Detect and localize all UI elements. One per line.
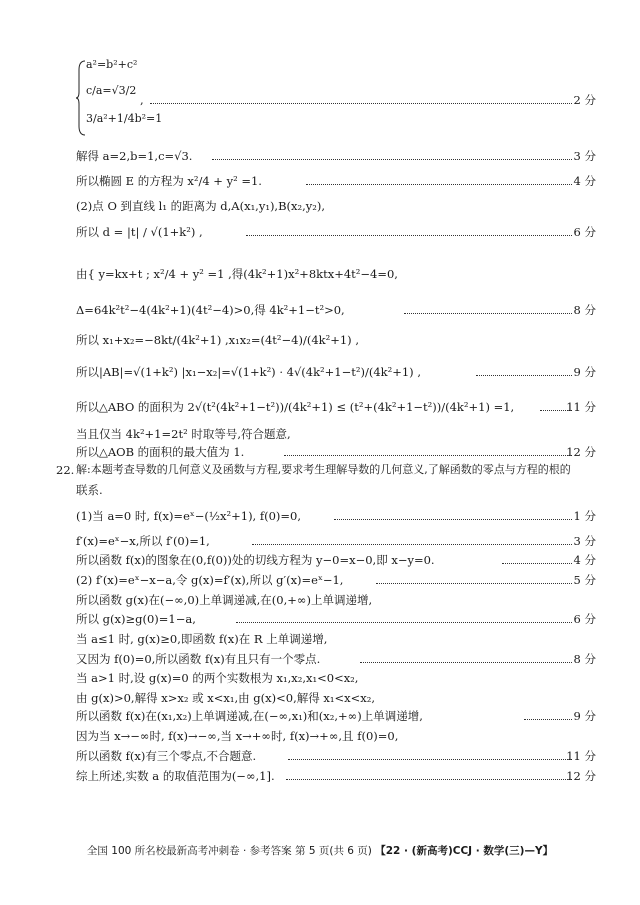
solution-line: 当且仅当 4k²+1=2t² 时取等号,符合题意, xyxy=(76,427,291,441)
score-label: 11 分 xyxy=(566,400,596,414)
solution-line: 所以 d = |t| / √(1+k²) , 6 分 xyxy=(76,222,596,242)
solution-line: 当 a≤1 时, g(x)≥0,即函数 f(x)在 R 上单调递增, xyxy=(76,632,328,646)
question-number: 22. xyxy=(56,463,75,477)
page-footer xyxy=(0,843,640,858)
score-label: 11 分 xyxy=(566,749,596,763)
solution-line: 所以 x₁+x₂=−8kt/(4k²+1) ,x₁x₂=(4t²−4)/(4k²+1) , xyxy=(76,333,359,347)
score-label: 8 分 xyxy=(573,303,596,317)
dot-leader xyxy=(150,103,572,104)
dot-leader xyxy=(404,313,572,314)
score-label: 9 分 xyxy=(573,365,596,379)
solution-line: 所以函数 f(x)的图象在(0,f(0))处的切线方程为 y−0=x−0,即 x−y=0. 4 分 xyxy=(76,550,596,570)
dot-leader xyxy=(286,779,572,780)
dot-leader xyxy=(502,563,572,564)
solution-line: 由{ y=kx+t ; x²/4 + y² =1 ,得(4k²+1)x²+8ktx+4t²−4=0, xyxy=(76,267,398,281)
dot-leader xyxy=(252,544,572,545)
question-intro-cont: 联系. xyxy=(76,483,103,497)
solution-line: Δ=64k²t²−4(4k²+1)(4t²−4)>0,得 4k²+1−t²>0, 8 分 xyxy=(76,300,596,320)
score-label: 12 分 xyxy=(566,769,596,783)
score-label: 9 分 xyxy=(573,709,596,723)
equation-2: c/a=√3/2 xyxy=(86,84,137,97)
solution-line: 又因为 f(0)=0,所以函数 f(x)有且只有一个零点. 8 分 xyxy=(76,649,596,669)
solution-line: 综上所述,实数 a 的取值范围为(−∞,1]. 12 分 xyxy=(76,766,596,786)
score-label: 12 分 xyxy=(566,445,596,459)
solution-line: (2)点 O 到直线 l₁ 的距离为 d,A(x₁,y₁),B(x₂,y₂), xyxy=(76,199,326,213)
dot-leader xyxy=(476,375,572,376)
solution-line: 解得 a=2,b=1,c=√3. 3 分 xyxy=(76,146,596,166)
solution-line: 因为当 x→−∞时, f(x)→−∞,当 x→+∞时, f(x)→+∞,且 f(0)=0, xyxy=(76,729,399,743)
solution-line: 所以△AOB 的面积的最大值为 1. 12 分 xyxy=(76,442,596,462)
score-label: 2 分 xyxy=(573,93,596,107)
dot-leader xyxy=(236,622,572,623)
solution-line: 由 g(x)>0,解得 x>x₂ 或 x<x₁,由 g(x)<0,解得 x₁<x<x₂, xyxy=(76,691,375,705)
solution-line: 所以函数 g(x)在(−∞,0)上单调递减,在(0,+∞)上单调递增, xyxy=(76,593,373,607)
dot-leader xyxy=(360,662,572,663)
dot-leader xyxy=(288,759,572,760)
score-label: 1 分 xyxy=(573,509,596,523)
footer-code: 【22 · (新高考)CCJ · 数学(三)—Y】 xyxy=(375,845,554,857)
solution-line: 所以椭圆 E 的方程为 x²/4 + y² =1. 4 分 xyxy=(76,171,596,191)
solution-line: 所以 g(x)≥g(0)=1−a, 6 分 xyxy=(76,609,596,629)
solution-line: f′(x)=eˣ−x,所以 f′(0)=1, 3 分 xyxy=(76,531,596,551)
dot-leader xyxy=(524,719,572,720)
solution-line: 所以函数 f(x)有三个零点,不合题意. 11 分 xyxy=(76,746,596,766)
score-label: 3 分 xyxy=(573,149,596,163)
score-label: 5 分 xyxy=(573,573,596,587)
dot-leader xyxy=(334,519,572,520)
dot-leader xyxy=(284,455,572,456)
score-label: 6 分 xyxy=(573,225,596,239)
score-label: 4 分 xyxy=(573,553,596,567)
question-intro: 解:本题考查导数的几何意义及函数与方程,要求考生理解导数的几何意义,了解函数的零点与方程的根的 xyxy=(76,463,571,476)
footer-source: 全国 100 所名校最新高考冲刺卷 · 参考答案 第 5 页(共 6 页) xyxy=(86,845,372,857)
solution-line: (1)当 a=0 时, f(x)=eˣ−(½x²+1), f(0)=0, 1 分 xyxy=(76,506,596,526)
equation-3: 3/a²+1/4b²=1 xyxy=(86,112,163,125)
dot-leader xyxy=(212,159,572,160)
score-label: 8 分 xyxy=(573,652,596,666)
score-label: 3 分 xyxy=(573,534,596,548)
solution-line: , 2 分 xyxy=(140,90,596,110)
solution-line: 所以|AB|=√(1+k²) |x₁−x₂|=√(1+k²) · 4√(4k²+1−t²)/(4k²+1) , 9 分 xyxy=(76,362,596,382)
solution-line: 当 a>1 时,设 g(x)=0 的两个实数根为 x₁,x₂,x₁<0<x₂, xyxy=(76,671,359,685)
dot-leader xyxy=(246,235,572,236)
dot-leader xyxy=(376,583,572,584)
equation-1: a²=b²+c² xyxy=(86,58,138,71)
solution-line: 所以△ABO 的面积为 2√(t²(4k²+1−t²))/(4k²+1) ≤ (t²+(4k²+1−t²))/(4k²+1) =1, 11 分 xyxy=(76,397,596,417)
solution-line: 所以函数 f(x)在(x₁,x₂)上单调递减,在(−∞,x₁)和(x₂,+∞)上单调递增, 9 分 xyxy=(76,706,596,726)
brace-icon xyxy=(76,60,86,136)
score-label: 6 分 xyxy=(573,612,596,626)
score-label: 4 分 xyxy=(573,174,596,188)
dot-leader xyxy=(306,184,572,185)
solution-line: (2) f′(x)=eˣ−x−a,令 g(x)=f′(x),所以 g′(x)=eˣ−1, 5 分 xyxy=(76,570,596,590)
